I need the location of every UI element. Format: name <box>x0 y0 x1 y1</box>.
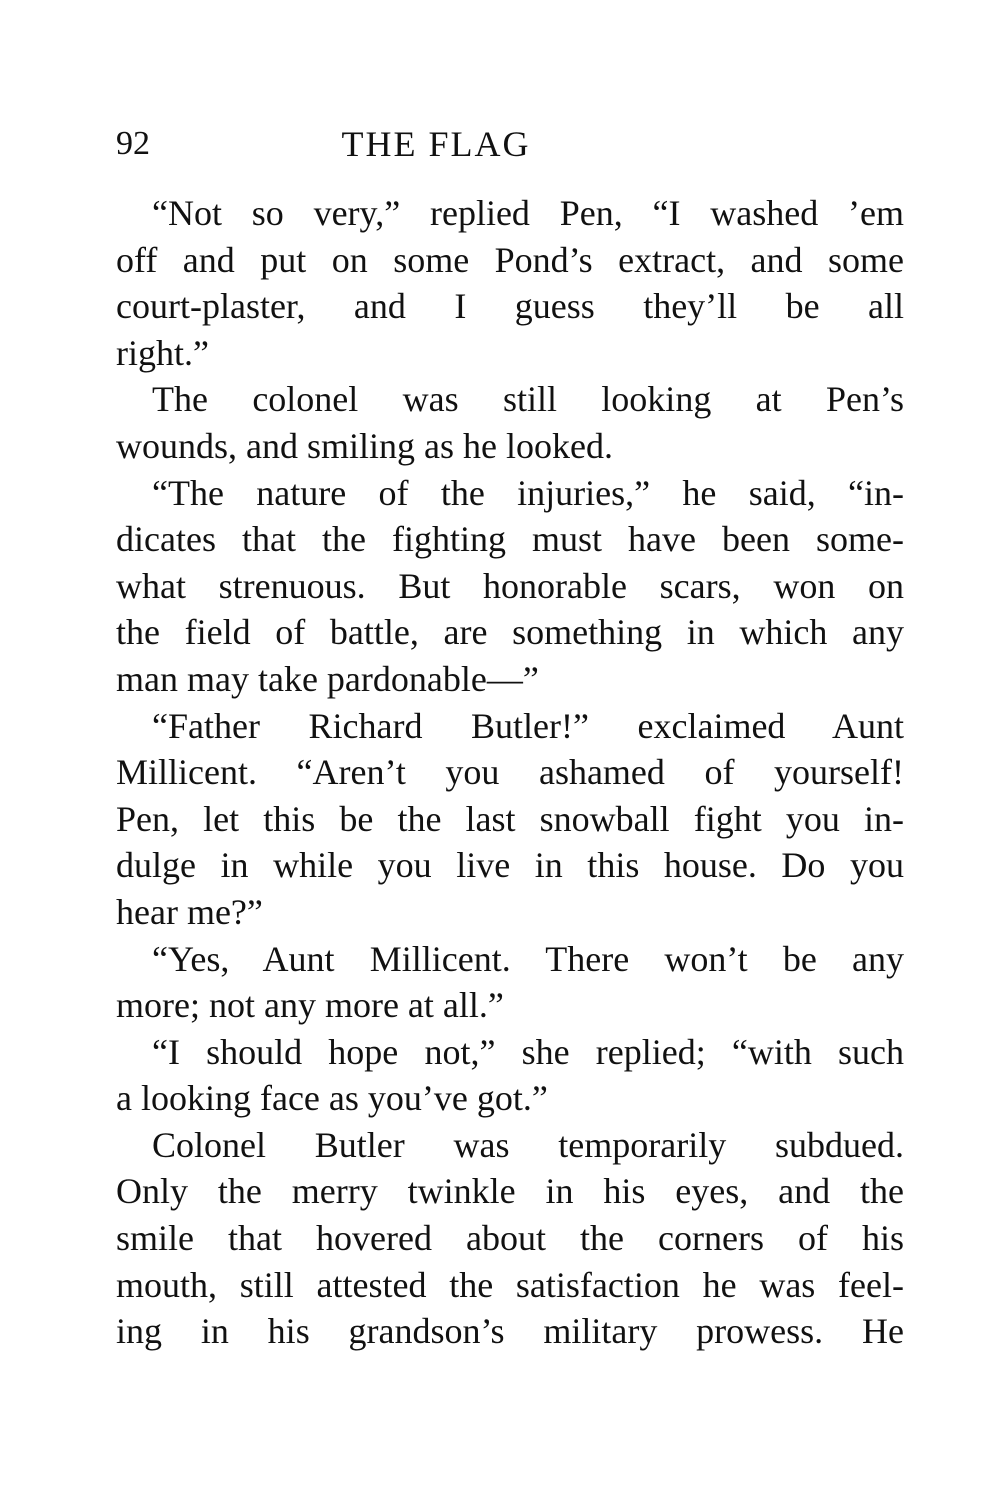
text-line: “Father Richard Butler!” exclaimed Aunt <box>152 705 904 746</box>
text-line: The colonel was still looking at Pen’s <box>152 379 904 420</box>
text-line: “Yes, Aunt Millicent. There won’t be any <box>152 938 904 979</box>
text-line: smile that hovered about the corners of his <box>116 1218 904 1259</box>
text-line: wounds, and smiling as he looked. <box>116 425 613 466</box>
text-line: dulge in while you live in this house. Do you <box>116 845 904 886</box>
text-line: a looking face as you’ve got.” <box>116 1078 548 1119</box>
running-head <box>116 118 904 170</box>
text-line: hear me?” <box>116 891 263 932</box>
page-number: 92 <box>116 125 150 162</box>
text-line: ing in his grandson’s military prowess. He <box>116 1311 904 1352</box>
text-line: Pen, let this be the last snowball fight you in- <box>116 798 904 839</box>
text-line: what strenuous. But honorable scars, won on <box>116 565 904 606</box>
text-line: “The nature of the injuries,” he said, “in- <box>152 472 904 513</box>
body-text <box>116 190 904 1355</box>
text-line: Colonel Butler was temporarily subdued. <box>152 1124 904 1165</box>
text-line: court-plaster, and I guess they’ll be all <box>116 286 904 327</box>
text-line: off and put on some Pond’s extract, and some <box>116 239 904 280</box>
text-line: right.” <box>116 332 209 373</box>
text-line: Only the merry twinkle in his eyes, and the <box>116 1171 904 1212</box>
text-line: mouth, still attested the satisfaction he was feel- <box>116 1264 904 1305</box>
running-title: THE FLAG <box>341 124 531 164</box>
text-line: Millicent. “Aren’t you ashamed of yourself! <box>116 752 904 793</box>
text-line: man may take pardonable—” <box>116 658 539 699</box>
text-line: more; not any more at all.” <box>116 985 504 1026</box>
text-line: “Not so very,” replied Pen, “I washed ’em <box>152 193 904 233</box>
text-line: “I should hope not,” she replied; “with such <box>152 1031 904 1072</box>
text-line: dicates that the fighting must have been some- <box>116 519 904 560</box>
text-line: the field of battle, are something in which any <box>116 612 904 653</box>
